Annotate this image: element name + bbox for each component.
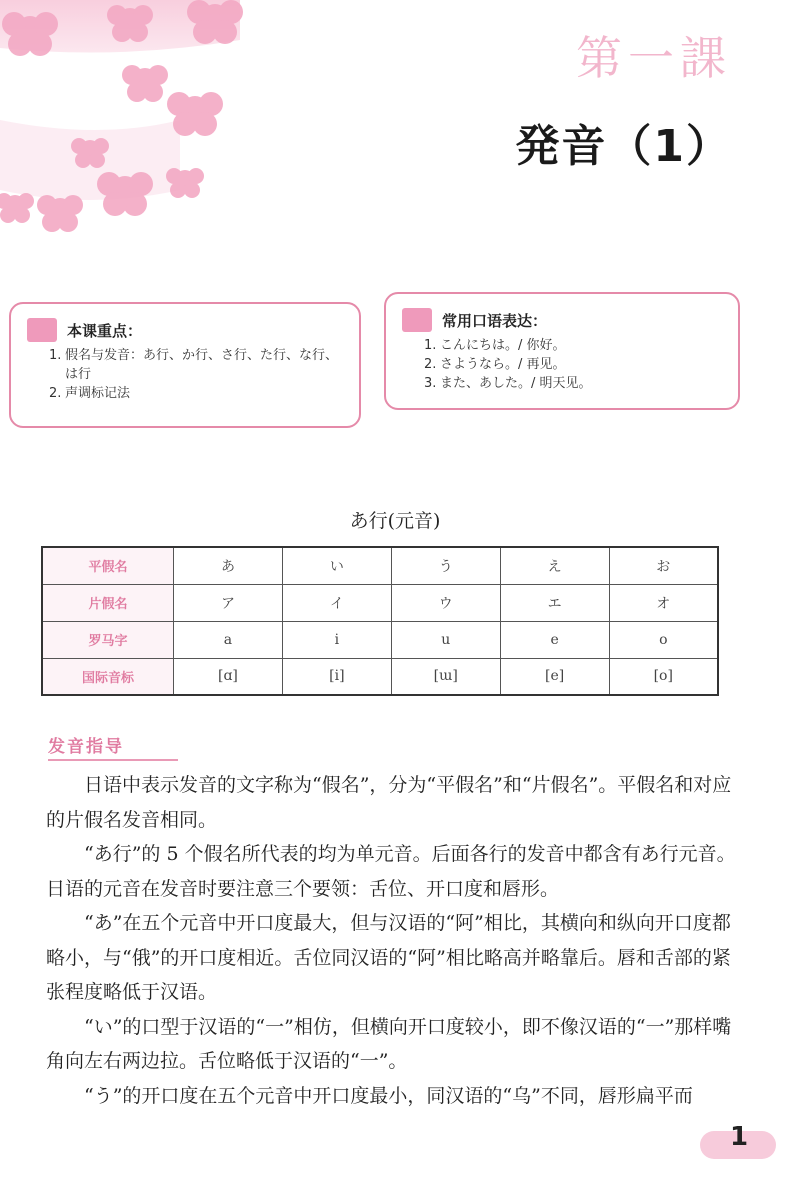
list-item: 1. 假名与发音：あ行、か行、さ行、た行、な行、は行 (49, 348, 339, 382)
section-divider (48, 759, 178, 761)
table-cell: あ (174, 547, 283, 584)
row-header: 国际音标 (42, 658, 174, 695)
common-expressions-card (384, 292, 740, 410)
table-row (42, 621, 718, 658)
card-title: 常用口语表达： (442, 311, 548, 330)
cherry-blossom-decoration (0, 0, 300, 250)
paragraph: 日语中表示发音的文字称为“假名”，分为“平假名”和“片假名”。平假名和对应的片假名发音相同。 (46, 774, 732, 831)
table-cell: ア (174, 584, 283, 621)
pencil-icon (27, 318, 57, 342)
lesson-title: 発音（1） (515, 121, 732, 172)
page-number: 1 (730, 1122, 749, 1152)
table-cell: い (282, 547, 391, 584)
list-item: 1. こんにちは。/ 你好。 (424, 338, 566, 353)
table-cell: え (500, 547, 609, 584)
paragraph: “う”的开口度在五个元音中开口度最小，同汉语的“乌”不同，唇形扁平而 (84, 1084, 693, 1107)
pronunciation-guide-text (46, 768, 736, 1113)
table-cell: お (609, 547, 718, 584)
pencil-icon (402, 308, 432, 332)
table-row (42, 547, 718, 584)
paragraph: “あ”在五个元音中开口度最大，但与汉语的“阿”相比，其横向和纵向开口度都略小，与“俄”的开口度相近。舌位同汉语的“阿”相比略高并略靠后。唇和舌部的紧张程度略低于汉语。 (46, 912, 731, 1003)
table-row (42, 584, 718, 621)
paragraph: “あ行”的 5 个假名所代表的均为单元音。后面各行的发音中都含有あ行元音。日语的元音在发音时要注意三个要领：舌位、开口度和唇形。 (46, 843, 736, 900)
lesson-number: 第一課 (576, 31, 732, 85)
paragraph: “い”的口型于汉语的“一”相仿，但横向开口度较小，即不像汉语的“一”那样嘴角向左右两边拉。舌位略低于汉语的“一”。 (46, 1015, 732, 1072)
table-title: あ行(元音) (349, 510, 441, 532)
table-cell: [i] (282, 658, 391, 695)
table-cell: ウ (391, 584, 500, 621)
table-cell: [e] (500, 658, 609, 695)
lesson-focus-card (9, 302, 361, 428)
row-header: 片假名 (42, 584, 174, 621)
table-cell: エ (500, 584, 609, 621)
table-row (42, 658, 718, 695)
list-item: 2. 声调标记法 (49, 386, 131, 401)
table-cell: o (609, 621, 718, 658)
row-header: 平假名 (42, 547, 174, 584)
section-heading: 发音指导 (48, 737, 124, 757)
table-cell: i (282, 621, 391, 658)
table-cell: う (391, 547, 500, 584)
table-cell: e (500, 621, 609, 658)
kana-table (41, 546, 719, 696)
list-item: 3. また、あした。/ 明天见。 (424, 376, 592, 391)
row-header: 罗马字 (42, 621, 174, 658)
list-item: 2. さようなら。/ 再见。 (424, 357, 566, 372)
table-cell: [ɑ] (174, 658, 283, 695)
table-cell: オ (609, 584, 718, 621)
table-cell: イ (282, 584, 391, 621)
table-cell: [o] (609, 658, 718, 695)
table-cell: [ɯ] (391, 658, 500, 695)
table-cell: a (174, 621, 283, 658)
card-title: 本课重点： (67, 321, 143, 340)
table-cell: u (391, 621, 500, 658)
